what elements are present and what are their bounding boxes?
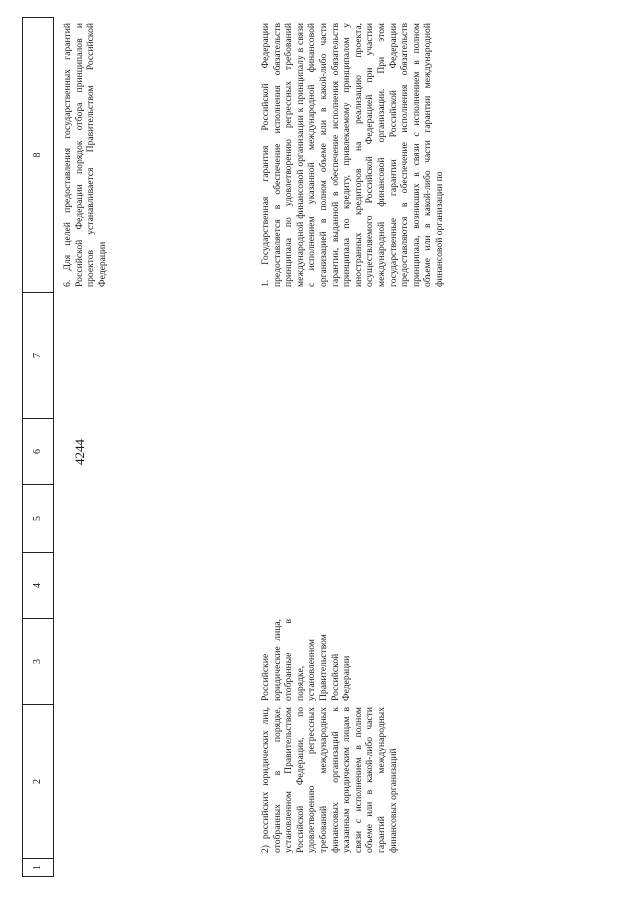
table-header-row	[22, 17, 54, 877]
column-number-2: 2	[23, 705, 53, 859]
column-number-8: 8	[23, 17, 53, 293]
row2-col8-text: 1. Государственная гарантия Российской Федерации предоставляется в обеспечение исполнения обязательств принципала по удовлетворению регрессных требований международной финансовой организации к принципалу в связи с исполнением указанной международной финансовой организацией в полном объеме или в какой-либо части гарантии, выданной в обеспечение исполнения обязательств принципала по кредиту, привлекаемому принципалом у иностранных кредиторов на реализацию проекта, осуществляемого Российской Федерацией при участии международной финансовой организации. При этом государственные гарантии Российской Федерации предоставляются в обеспечение исполнения обязательств принципала, возникших в связи с исполнением в полном объеме или в какой-либо части гарантии международной финансовой организации по	[260, 23, 445, 287]
column-number-5: 5	[23, 485, 53, 553]
column-number-3: 3	[23, 619, 53, 705]
column-number-7: 7	[23, 293, 53, 419]
column-number-1: 1	[23, 859, 53, 877]
row1-col8-text: 6. Для целей предоставления государственных гарантий Российской Федерации порядок отбора принципалов и проектов устанавливается Правительством Российской Федерации	[62, 23, 108, 287]
page-number: 4244	[72, 439, 87, 465]
row2-col2-text: 2) российских юридических лиц, отобранных в порядке, установленном Правительством Российской Федерации, по удовлетворению регрессных требований международных финансовых организаций к указанным юридическим лицам в связи с исполнением в полном объеме или в какой-либо части гарантий международных финансовых организаций	[260, 707, 399, 853]
column-number-6: 6	[23, 419, 53, 485]
row2-col3-text: Российские юридические лица, отобранные в порядке, установленном Правительством Российской Федерации	[260, 619, 353, 701]
column-number-4: 4	[23, 553, 53, 619]
legal-table	[22, 17, 552, 877]
